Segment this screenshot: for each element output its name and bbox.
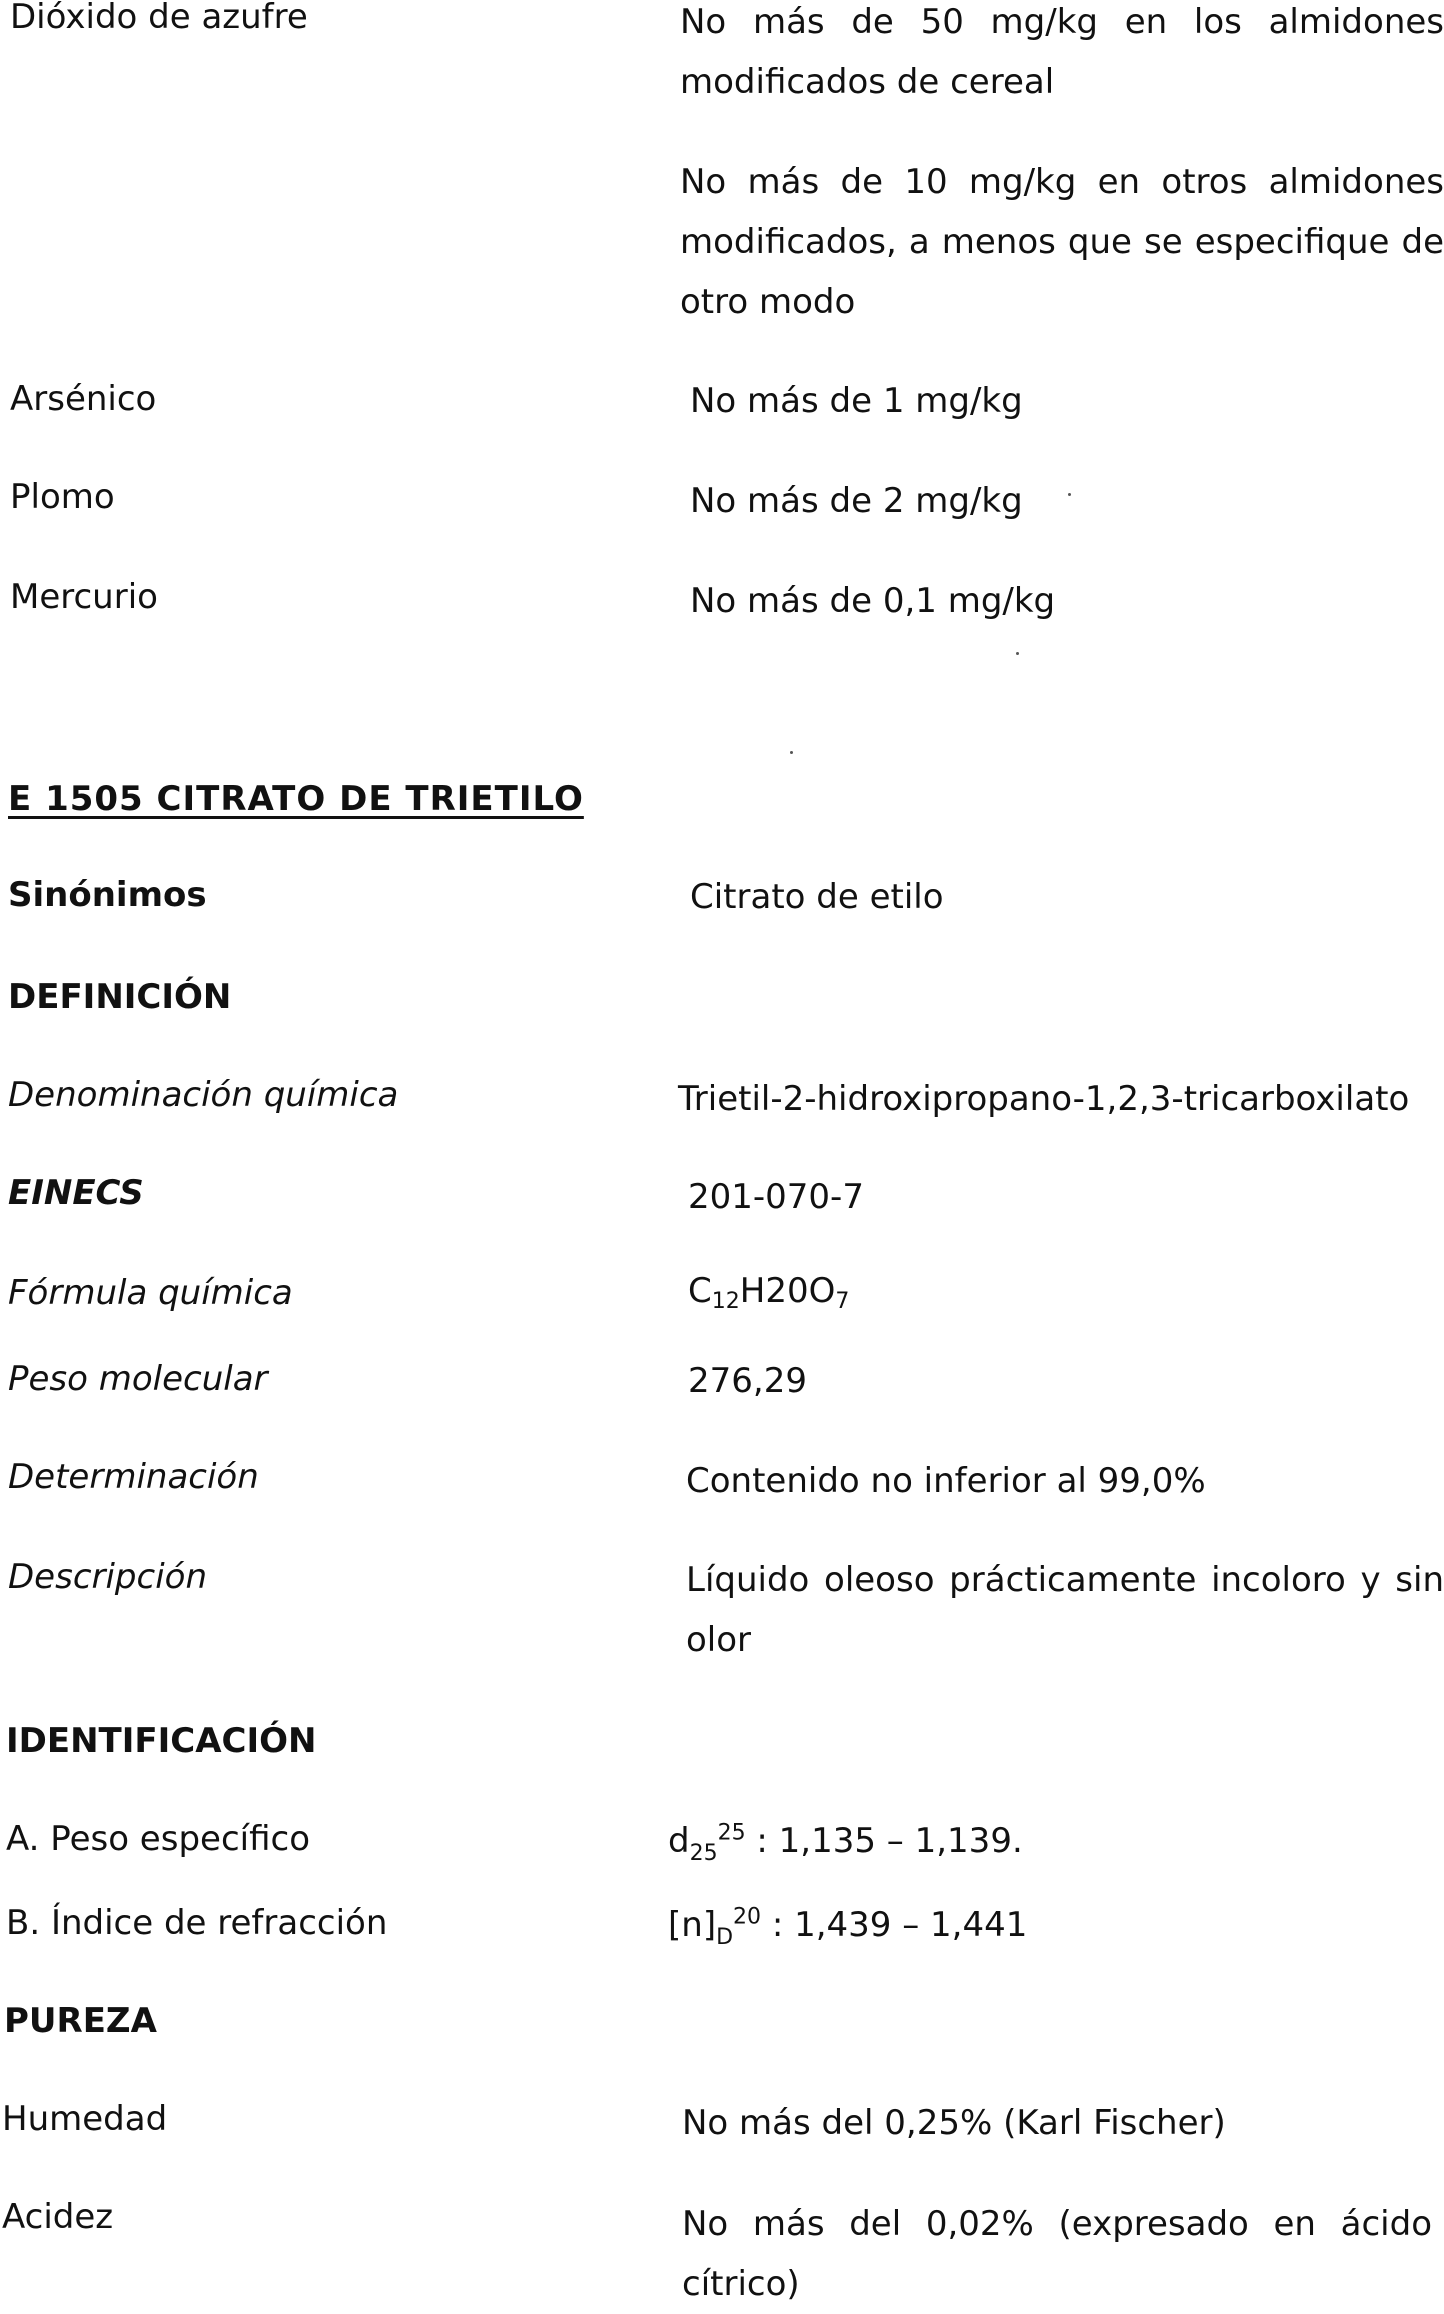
- indice-refraccion-label: B. Índice de refracción: [6, 1903, 388, 1943]
- purity-heading: PUREZA: [4, 2001, 157, 2041]
- einecs-value: 201-070-7: [688, 1177, 864, 1217]
- acidez-value: No más del 0,02% (expresado en ácido cítrico): [682, 2204, 1432, 2304]
- formula-value: $C_{12}H20O_7$: [688, 1271, 850, 1314]
- peso-especifico-label: A. Peso específico: [6, 1819, 310, 1859]
- scan-speck: [1068, 493, 1071, 496]
- denominacion-value: Trietil-2-hidroxipropano-1,2,3-tricarboxilato: [678, 1079, 1410, 1119]
- row-label-arsenico: Arsénico: [10, 379, 157, 419]
- peso-molecular-value: 276,29: [688, 1361, 807, 1401]
- row-value-mercurio: No más de 0,1 mg/kg: [690, 581, 1056, 621]
- descripcion-value: Líquido oleoso prácticamente incoloro y sin olor: [686, 1560, 1444, 1660]
- row-value-dioxido-2: No más de 10 mg/kg en otros almidones modificados, a menos que se especifique de otro modo: [680, 162, 1444, 322]
- formula-label: Fórmula química: [8, 1273, 293, 1313]
- peso-especifico-value: $d_{25}^{25}$ : 1,135 – 1,139.: [668, 1820, 1023, 1866]
- synonyms-label: Sinónimos: [8, 875, 207, 915]
- scan-speck: [790, 751, 793, 754]
- row-label-dioxido: Dióxido de azufre: [10, 0, 308, 37]
- acidez-label: Acidez: [2, 2197, 114, 2237]
- determinacion-value: Contenido no inferior al 99,0%: [686, 1461, 1206, 1501]
- row-value-plomo: No más de 2 mg/kg: [690, 481, 1023, 521]
- row-value-dioxido-1: No más de 50 mg/kg en los almidones modificados de cereal: [680, 2, 1444, 102]
- row-label-plomo: Plomo: [10, 477, 115, 517]
- identification-heading: IDENTIFICACIÓN: [6, 1721, 317, 1761]
- descripcion-label: Descripción: [8, 1557, 208, 1597]
- peso-molecular-label: Peso molecular: [8, 1359, 268, 1399]
- determinacion-label: Determinación: [8, 1457, 259, 1497]
- humedad-label: Humedad: [2, 2099, 168, 2139]
- einecs-label: EINECS: [8, 1173, 144, 1213]
- row-value-arsenico: No más de 1 mg/kg: [690, 381, 1023, 421]
- section-title: E 1505 CITRATO DE TRIETILO: [8, 779, 584, 819]
- denominacion-label: Denominación química: [8, 1075, 399, 1115]
- definition-heading: DEFINICIÓN: [8, 977, 232, 1017]
- humedad-value: No más del 0,25% (Karl Fischer): [682, 2103, 1226, 2143]
- indice-refraccion-value: $[n]_D^{20}$ : 1,439 – 1,441: [668, 1904, 1028, 1950]
- synonyms-value: Citrato de etilo: [690, 877, 944, 917]
- scan-speck: [1016, 652, 1019, 655]
- row-label-mercurio: Mercurio: [10, 577, 158, 617]
